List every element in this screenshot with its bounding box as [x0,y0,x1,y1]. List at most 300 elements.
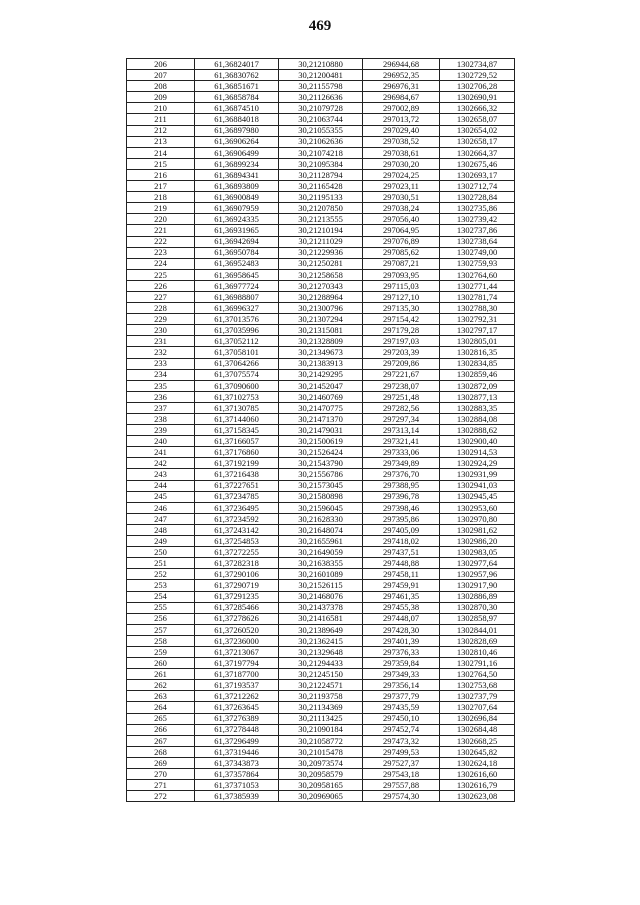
point-number-cell: 267 [127,735,195,746]
latitude-cell: 61,36874510 [195,103,279,114]
x-coordinate-cell: 297458,11 [363,569,440,580]
latitude-cell: 61,36906264 [195,136,279,147]
table-row [127,280,515,291]
point-number-cell: 218 [127,192,195,203]
latitude-cell: 61,37296499 [195,735,279,746]
point-number-cell: 222 [127,236,195,247]
latitude-cell: 61,36906499 [195,147,279,158]
table-row [127,757,515,768]
longitude-cell: 30,21596045 [279,502,363,513]
x-coordinate-cell: 297251,48 [363,391,440,402]
table-row [127,425,515,436]
point-number-cell: 243 [127,469,195,480]
table-row [127,291,515,302]
latitude-cell: 61,36950784 [195,247,279,258]
latitude-cell: 61,37176860 [195,447,279,458]
latitude-cell: 61,36988807 [195,291,279,302]
x-coordinate-cell: 297435,59 [363,702,440,713]
y-coordinate-cell: 1302616,60 [440,769,515,780]
y-coordinate-cell: 1302707,64 [440,702,515,713]
latitude-cell: 61,37260520 [195,624,279,635]
table-row [127,214,515,225]
longitude-cell: 30,21648074 [279,524,363,535]
x-coordinate-cell: 297038,52 [363,136,440,147]
table-row [127,680,515,691]
point-number-cell: 251 [127,558,195,569]
y-coordinate-cell: 1302810,46 [440,646,515,657]
y-coordinate-cell: 1302970,80 [440,513,515,524]
latitude-cell: 61,37052112 [195,336,279,347]
longitude-cell: 30,21471370 [279,414,363,425]
point-number-cell: 272 [127,791,195,802]
table-row [127,635,515,646]
latitude-cell: 61,37216438 [195,469,279,480]
table-row [127,103,515,114]
latitude-cell: 61,36858784 [195,92,279,103]
y-coordinate-cell: 1302884,08 [440,414,515,425]
x-coordinate-cell: 297574,30 [363,791,440,802]
y-coordinate-cell: 1302675,46 [440,158,515,169]
point-number-cell: 261 [127,669,195,680]
latitude-cell: 61,37278626 [195,613,279,624]
point-number-cell: 213 [127,136,195,147]
y-coordinate-cell: 1302781,74 [440,291,515,302]
point-number-cell: 207 [127,70,195,81]
table-row [127,691,515,702]
x-coordinate-cell: 297064,95 [363,225,440,236]
y-coordinate-cell: 1302737,86 [440,225,515,236]
longitude-cell: 30,21058772 [279,735,363,746]
x-coordinate-cell: 297398,46 [363,502,440,513]
longitude-cell: 30,21628330 [279,513,363,524]
latitude-cell: 61,36897980 [195,125,279,136]
x-coordinate-cell: 297437,51 [363,547,440,558]
y-coordinate-cell: 1302924,29 [440,458,515,469]
longitude-cell: 30,21210194 [279,225,363,236]
latitude-cell: 61,36824017 [195,59,279,70]
point-number-cell: 228 [127,303,195,314]
latitude-cell: 61,37234785 [195,491,279,502]
x-coordinate-cell: 297388,95 [363,480,440,491]
point-number-cell: 253 [127,580,195,591]
x-coordinate-cell: 297527,37 [363,757,440,768]
table-row [127,347,515,358]
table-row [127,491,515,502]
longitude-cell: 30,21479031 [279,425,363,436]
latitude-cell: 61,37193537 [195,680,279,691]
longitude-cell: 30,20973574 [279,757,363,768]
table-row [127,81,515,92]
x-coordinate-cell: 297418,02 [363,536,440,547]
point-number-cell: 255 [127,602,195,613]
table-row [127,536,515,547]
y-coordinate-cell: 1302953,60 [440,502,515,513]
x-coordinate-cell: 297473,32 [363,735,440,746]
table-row [127,502,515,513]
point-number-cell: 229 [127,314,195,325]
y-coordinate-cell: 1302900,40 [440,436,515,447]
table-row [127,602,515,613]
point-number-cell: 215 [127,158,195,169]
y-coordinate-cell: 1302858,97 [440,613,515,624]
longitude-cell: 30,21383913 [279,358,363,369]
point-number-cell: 210 [127,103,195,114]
latitude-cell: 61,37276389 [195,713,279,724]
latitude-cell: 61,37166057 [195,436,279,447]
latitude-cell: 61,36952483 [195,258,279,269]
longitude-cell: 30,21543790 [279,458,363,469]
longitude-cell: 30,21155798 [279,81,363,92]
longitude-cell: 30,21362415 [279,635,363,646]
y-coordinate-cell: 1302764,50 [440,669,515,680]
point-number-cell: 266 [127,724,195,735]
latitude-cell: 61,37212262 [195,691,279,702]
point-number-cell: 249 [127,536,195,547]
x-coordinate-cell: 297179,28 [363,325,440,336]
x-coordinate-cell: 297030,51 [363,192,440,203]
y-coordinate-cell: 1302764,60 [440,269,515,280]
table-row [127,336,515,347]
longitude-cell: 30,21250281 [279,258,363,269]
point-number-cell: 237 [127,402,195,413]
longitude-cell: 30,21300796 [279,303,363,314]
latitude-cell: 61,37064266 [195,358,279,369]
y-coordinate-cell: 1302816,35 [440,347,515,358]
point-number-cell: 250 [127,547,195,558]
point-number-cell: 241 [127,447,195,458]
table-row [127,203,515,214]
point-number-cell: 232 [127,347,195,358]
y-coordinate-cell: 1302834,85 [440,358,515,369]
y-coordinate-cell: 1302759,93 [440,258,515,269]
point-number-cell: 236 [127,391,195,402]
point-number-cell: 259 [127,646,195,657]
longitude-cell: 30,21126636 [279,92,363,103]
point-number-cell: 216 [127,169,195,180]
y-coordinate-cell: 1302729,52 [440,70,515,81]
table-row [127,391,515,402]
latitude-cell: 61,37236495 [195,502,279,513]
longitude-cell: 30,21556786 [279,469,363,480]
table-row [127,414,515,425]
y-coordinate-cell: 1302883,35 [440,402,515,413]
latitude-cell: 61,36851671 [195,81,279,92]
y-coordinate-cell: 1302684,48 [440,724,515,735]
point-number-cell: 233 [127,358,195,369]
latitude-cell: 61,36958645 [195,269,279,280]
y-coordinate-cell: 1302749,00 [440,247,515,258]
longitude-cell: 30,21207850 [279,203,363,214]
point-number-cell: 208 [127,81,195,92]
longitude-cell: 30,21258658 [279,269,363,280]
y-coordinate-cell: 1302917,90 [440,580,515,591]
longitude-cell: 30,21468076 [279,591,363,602]
latitude-cell: 61,37371053 [195,780,279,791]
x-coordinate-cell: 297452,74 [363,724,440,735]
longitude-cell: 30,21437378 [279,602,363,613]
latitude-cell: 61,37197794 [195,658,279,669]
table-row [127,225,515,236]
point-number-cell: 247 [127,513,195,524]
point-number-cell: 212 [127,125,195,136]
y-coordinate-cell: 1302931,99 [440,469,515,480]
x-coordinate-cell: 297238,07 [363,380,440,391]
point-number-cell: 245 [127,491,195,502]
point-number-cell: 242 [127,458,195,469]
y-coordinate-cell: 1302805,01 [440,336,515,347]
table-row [127,147,515,158]
table-row [127,558,515,569]
x-coordinate-cell: 297002,89 [363,103,440,114]
y-coordinate-cell: 1302753,68 [440,680,515,691]
point-number-cell: 239 [127,425,195,436]
x-coordinate-cell: 297023,11 [363,181,440,192]
latitude-cell: 61,36942694 [195,236,279,247]
table-row [127,436,515,447]
y-coordinate-cell: 1302986,20 [440,536,515,547]
x-coordinate-cell: 297405,09 [363,524,440,535]
table-row [127,746,515,757]
table-row [127,181,515,192]
y-coordinate-cell: 1302737,79 [440,691,515,702]
x-coordinate-cell: 297209,86 [363,358,440,369]
point-number-cell: 235 [127,380,195,391]
latitude-cell: 61,37213067 [195,646,279,657]
point-number-cell: 219 [127,203,195,214]
table-row [127,258,515,269]
latitude-cell: 61,37058101 [195,347,279,358]
y-coordinate-cell: 1302664,37 [440,147,515,158]
longitude-cell: 30,21200481 [279,70,363,81]
longitude-cell: 30,21580898 [279,491,363,502]
y-coordinate-cell: 1302623,08 [440,791,515,802]
longitude-cell: 30,21649059 [279,547,363,558]
longitude-cell: 30,21573045 [279,480,363,491]
longitude-cell: 30,21601089 [279,569,363,580]
table-row [127,646,515,657]
latitude-cell: 61,37272255 [195,547,279,558]
point-number-cell: 257 [127,624,195,635]
point-number-cell: 248 [127,524,195,535]
y-coordinate-cell: 1302690,91 [440,92,515,103]
latitude-cell: 61,37291235 [195,591,279,602]
y-coordinate-cell: 1302658,17 [440,136,515,147]
point-number-cell: 234 [127,369,195,380]
longitude-cell: 30,21470775 [279,402,363,413]
x-coordinate-cell: 297557,88 [363,780,440,791]
longitude-cell: 30,21210880 [279,59,363,70]
table-row [127,613,515,624]
table-row [127,513,515,524]
y-coordinate-cell: 1302712,74 [440,181,515,192]
x-coordinate-cell: 297359,84 [363,658,440,669]
y-coordinate-cell: 1302983,05 [440,547,515,558]
point-number-cell: 230 [127,325,195,336]
point-number-cell: 262 [127,680,195,691]
latitude-cell: 61,37254853 [195,536,279,547]
x-coordinate-cell: 297396,78 [363,491,440,502]
longitude-cell: 30,21655961 [279,536,363,547]
y-coordinate-cell: 1302981,62 [440,524,515,535]
longitude-cell: 30,21079728 [279,103,363,114]
longitude-cell: 30,21245150 [279,669,363,680]
latitude-cell: 61,36931965 [195,225,279,236]
x-coordinate-cell: 297543,18 [363,769,440,780]
x-coordinate-cell: 297056,40 [363,214,440,225]
y-coordinate-cell: 1302886,89 [440,591,515,602]
longitude-cell: 30,21193758 [279,691,363,702]
longitude-cell: 30,21315081 [279,325,363,336]
x-coordinate-cell: 297401,39 [363,635,440,646]
table-row [127,358,515,369]
longitude-cell: 30,21063744 [279,114,363,125]
point-number-cell: 244 [127,480,195,491]
longitude-cell: 30,21165428 [279,181,363,192]
y-coordinate-cell: 1302914,53 [440,447,515,458]
longitude-cell: 30,21349673 [279,347,363,358]
point-number-cell: 224 [127,258,195,269]
point-number-cell: 270 [127,769,195,780]
point-number-cell: 231 [127,336,195,347]
y-coordinate-cell: 1302696,84 [440,713,515,724]
x-coordinate-cell: 297093,95 [363,269,440,280]
point-number-cell: 269 [127,757,195,768]
longitude-cell: 30,21095384 [279,158,363,169]
x-coordinate-cell: 297135,30 [363,303,440,314]
longitude-cell: 30,21307294 [279,314,363,325]
table-row [127,314,515,325]
latitude-cell: 61,36924335 [195,214,279,225]
table-row [127,580,515,591]
point-number-cell: 271 [127,780,195,791]
x-coordinate-cell: 297349,33 [363,669,440,680]
latitude-cell: 61,37278448 [195,724,279,735]
latitude-cell: 61,36996327 [195,303,279,314]
table-row [127,402,515,413]
y-coordinate-cell: 1302792,31 [440,314,515,325]
latitude-cell: 61,37385939 [195,791,279,802]
table-row [127,547,515,558]
point-number-cell: 227 [127,291,195,302]
latitude-cell: 61,36830762 [195,70,279,81]
latitude-cell: 61,37130785 [195,402,279,413]
x-coordinate-cell: 297087,21 [363,258,440,269]
latitude-cell: 61,37285466 [195,602,279,613]
y-coordinate-cell: 1302945,45 [440,491,515,502]
table-row [127,702,515,713]
latitude-cell: 61,37290106 [195,569,279,580]
longitude-cell: 30,21328809 [279,336,363,347]
x-coordinate-cell: 296952,35 [363,70,440,81]
table-row [127,591,515,602]
latitude-cell: 61,36899234 [195,158,279,169]
longitude-cell: 30,20958165 [279,780,363,791]
x-coordinate-cell: 297127,10 [363,291,440,302]
point-number-cell: 264 [127,702,195,713]
latitude-cell: 61,37319446 [195,746,279,757]
y-coordinate-cell: 1302693,17 [440,169,515,180]
x-coordinate-cell: 296976,31 [363,81,440,92]
longitude-cell: 30,21229936 [279,247,363,258]
x-coordinate-cell: 297395,86 [363,513,440,524]
table-row [127,269,515,280]
x-coordinate-cell: 297321,41 [363,436,440,447]
point-number-cell: 209 [127,92,195,103]
longitude-cell: 30,21389649 [279,624,363,635]
latitude-cell: 61,37090600 [195,380,279,391]
longitude-cell: 30,21526424 [279,447,363,458]
longitude-cell: 30,21090184 [279,724,363,735]
x-coordinate-cell: 297349,89 [363,458,440,469]
point-number-cell: 254 [127,591,195,602]
table-row [127,125,515,136]
x-coordinate-cell: 297455,38 [363,602,440,613]
latitude-cell: 61,37343873 [195,757,279,768]
x-coordinate-cell: 297376,33 [363,646,440,657]
latitude-cell: 61,36907959 [195,203,279,214]
x-coordinate-cell: 297282,56 [363,402,440,413]
x-coordinate-cell: 297333,06 [363,447,440,458]
x-coordinate-cell: 297450,10 [363,713,440,724]
x-coordinate-cell: 297459,91 [363,580,440,591]
y-coordinate-cell: 1302977,64 [440,558,515,569]
table-row [127,469,515,480]
latitude-cell: 61,36893809 [195,181,279,192]
y-coordinate-cell: 1302941,03 [440,480,515,491]
x-coordinate-cell: 297154,42 [363,314,440,325]
point-number-cell: 240 [127,436,195,447]
longitude-cell: 30,21500619 [279,436,363,447]
y-coordinate-cell: 1302844,01 [440,624,515,635]
y-coordinate-cell: 1302734,87 [440,59,515,70]
x-coordinate-cell: 297376,70 [363,469,440,480]
longitude-cell: 30,21015478 [279,746,363,757]
point-number-cell: 258 [127,635,195,646]
x-coordinate-cell: 297197,03 [363,336,440,347]
x-coordinate-cell: 297013,72 [363,114,440,125]
longitude-cell: 30,21195133 [279,192,363,203]
x-coordinate-cell: 296984,67 [363,92,440,103]
table-row [127,247,515,258]
y-coordinate-cell: 1302859,46 [440,369,515,380]
y-coordinate-cell: 1302870,30 [440,602,515,613]
y-coordinate-cell: 1302738,64 [440,236,515,247]
longitude-cell: 30,21270343 [279,280,363,291]
longitude-cell: 30,21429295 [279,369,363,380]
point-number-cell: 225 [127,269,195,280]
y-coordinate-cell: 1302645,82 [440,746,515,757]
y-coordinate-cell: 1302658,07 [440,114,515,125]
longitude-cell: 30,20969065 [279,791,363,802]
table-row [127,769,515,780]
y-coordinate-cell: 1302735,86 [440,203,515,214]
table-row [127,92,515,103]
table-row [127,70,515,81]
latitude-cell: 61,37290719 [195,580,279,591]
coordinates-table [126,58,515,802]
latitude-cell: 61,37035996 [195,325,279,336]
longitude-cell: 30,21128794 [279,169,363,180]
latitude-cell: 61,37187700 [195,669,279,680]
longitude-cell: 30,21224571 [279,680,363,691]
longitude-cell: 30,21134369 [279,702,363,713]
point-number-cell: 214 [127,147,195,158]
x-coordinate-cell: 297203,39 [363,347,440,358]
point-number-cell: 223 [127,247,195,258]
latitude-cell: 61,37357864 [195,769,279,780]
latitude-cell: 61,37158345 [195,425,279,436]
point-number-cell: 268 [127,746,195,757]
